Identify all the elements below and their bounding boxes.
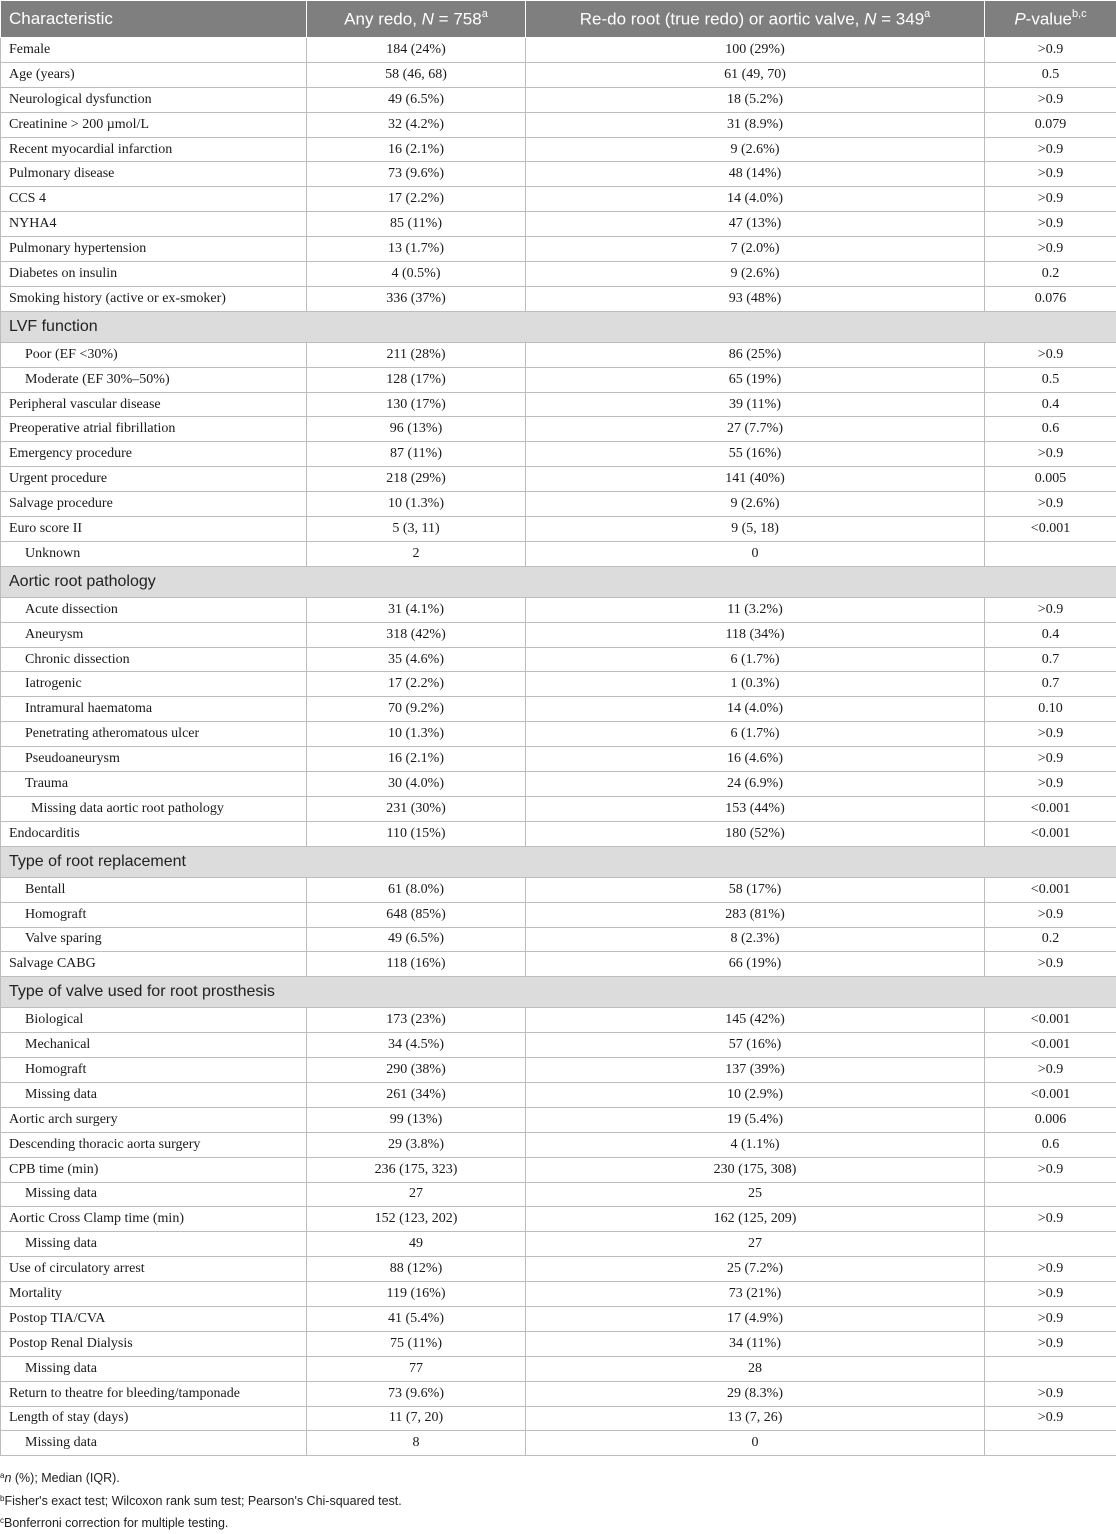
row-label: Missing data bbox=[1, 1431, 307, 1456]
table-row bbox=[1, 927, 1116, 952]
cell-pvalue: >0.9 bbox=[985, 1058, 1116, 1083]
cell-any-redo: 29 (3.8%) bbox=[307, 1132, 526, 1157]
header-pvalue bbox=[985, 1, 1116, 38]
cell-redo-root: 283 (81%) bbox=[526, 902, 985, 927]
cell-redo-root: 180 (52%) bbox=[526, 821, 985, 846]
row-label: Aortic Cross Clamp time (min) bbox=[1, 1207, 307, 1232]
cell-pvalue: 0.006 bbox=[985, 1107, 1116, 1132]
table-row bbox=[1, 1257, 1116, 1282]
cell-redo-root: 9 (2.6%) bbox=[526, 492, 985, 517]
table-row bbox=[1, 1033, 1116, 1058]
cell-pvalue: <0.001 bbox=[985, 796, 1116, 821]
cell-any-redo: 58 (46, 68) bbox=[307, 62, 526, 87]
row-label: Valve sparing bbox=[1, 927, 307, 952]
cell-any-redo: 70 (9.2%) bbox=[307, 697, 526, 722]
table-row bbox=[1, 38, 1116, 63]
cell-redo-root: 34 (11%) bbox=[526, 1331, 985, 1356]
row-label: Unknown bbox=[1, 541, 307, 566]
header-characteristic: Characteristic bbox=[1, 1, 307, 38]
cell-any-redo: 2 bbox=[307, 541, 526, 566]
table-row bbox=[1, 1107, 1116, 1132]
row-label: Trauma bbox=[1, 772, 307, 797]
cell-redo-root: 9 (2.6%) bbox=[526, 137, 985, 162]
table-row bbox=[1, 747, 1116, 772]
cell-pvalue bbox=[985, 541, 1116, 566]
cell-pvalue: >0.9 bbox=[985, 597, 1116, 622]
table-row bbox=[1, 647, 1116, 672]
table-row bbox=[1, 137, 1116, 162]
header-any-redo-n: N bbox=[422, 9, 434, 28]
table-header-row bbox=[1, 1, 1116, 38]
table-row bbox=[1, 1008, 1116, 1033]
row-label: Pulmonary hypertension bbox=[1, 237, 307, 262]
header-pvalue-p: P bbox=[1014, 9, 1025, 28]
cell-redo-root: 10 (2.9%) bbox=[526, 1082, 985, 1107]
table-row bbox=[1, 442, 1116, 467]
cell-any-redo: 218 (29%) bbox=[307, 467, 526, 492]
row-label: Preoperative atrial fibrillation bbox=[1, 417, 307, 442]
cell-redo-root: 100 (29%) bbox=[526, 38, 985, 63]
row-label: Penetrating atheromatous ulcer bbox=[1, 722, 307, 747]
cell-redo-root: 0 bbox=[526, 1431, 985, 1456]
cell-pvalue: 0.6 bbox=[985, 1132, 1116, 1157]
cell-pvalue: 0.076 bbox=[985, 286, 1116, 311]
cell-redo-root: 137 (39%) bbox=[526, 1058, 985, 1083]
cell-pvalue: >0.9 bbox=[985, 1207, 1116, 1232]
cell-redo-root: 14 (4.0%) bbox=[526, 187, 985, 212]
cell-redo-root: 4 (1.1%) bbox=[526, 1132, 985, 1157]
table-row bbox=[1, 1381, 1116, 1406]
section-row bbox=[1, 566, 1116, 597]
table-row bbox=[1, 262, 1116, 287]
cell-redo-root: 29 (8.3%) bbox=[526, 1381, 985, 1406]
header-any-redo-count: = 758 bbox=[434, 9, 482, 28]
cell-redo-root: 9 (2.6%) bbox=[526, 262, 985, 287]
header-redo-root-count: = 349 bbox=[876, 9, 924, 28]
cell-pvalue bbox=[985, 1232, 1116, 1257]
footnote-text: Bonferroni correction for multiple testing. bbox=[4, 1516, 228, 1530]
cell-pvalue: 0.5 bbox=[985, 62, 1116, 87]
row-label: Mechanical bbox=[1, 1033, 307, 1058]
cell-any-redo: 336 (37%) bbox=[307, 286, 526, 311]
row-label: Salvage procedure bbox=[1, 492, 307, 517]
cell-pvalue bbox=[985, 1431, 1116, 1456]
table-row bbox=[1, 112, 1116, 137]
cell-any-redo: 10 (1.3%) bbox=[307, 492, 526, 517]
cell-redo-root: 153 (44%) bbox=[526, 796, 985, 821]
cell-pvalue bbox=[985, 1356, 1116, 1381]
cell-any-redo: 77 bbox=[307, 1356, 526, 1381]
cell-pvalue: <0.001 bbox=[985, 877, 1116, 902]
row-label: Mortality bbox=[1, 1282, 307, 1307]
cell-pvalue: 0.4 bbox=[985, 622, 1116, 647]
row-label: Length of stay (days) bbox=[1, 1406, 307, 1431]
cell-redo-root: 24 (6.9%) bbox=[526, 772, 985, 797]
cell-pvalue: >0.9 bbox=[985, 1157, 1116, 1182]
cell-any-redo: 87 (11%) bbox=[307, 442, 526, 467]
table-row bbox=[1, 877, 1116, 902]
table-row bbox=[1, 1431, 1116, 1456]
footnote-text: Fisher's exact test; Wilcoxon rank sum test; Pearson's Chi-squared test. bbox=[4, 1494, 401, 1508]
footnote-marker: c bbox=[0, 1516, 4, 1525]
cell-redo-root: 65 (19%) bbox=[526, 367, 985, 392]
row-label: Aneurysm bbox=[1, 622, 307, 647]
cell-redo-root: 141 (40%) bbox=[526, 467, 985, 492]
cell-pvalue: 0.6 bbox=[985, 417, 1116, 442]
cell-redo-root: 55 (16%) bbox=[526, 442, 985, 467]
cell-pvalue: <0.001 bbox=[985, 821, 1116, 846]
row-label: Female bbox=[1, 38, 307, 63]
cell-any-redo: 85 (11%) bbox=[307, 212, 526, 237]
cell-any-redo: 96 (13%) bbox=[307, 417, 526, 442]
row-label: Missing data bbox=[1, 1356, 307, 1381]
row-label: CPB time (min) bbox=[1, 1157, 307, 1182]
header-redo-root-sup: a bbox=[924, 8, 930, 20]
cell-pvalue: 0.4 bbox=[985, 392, 1116, 417]
footnote-b bbox=[0, 1489, 402, 1512]
table-row bbox=[1, 722, 1116, 747]
cell-any-redo: 128 (17%) bbox=[307, 367, 526, 392]
table-row bbox=[1, 392, 1116, 417]
cell-redo-root: 39 (11%) bbox=[526, 392, 985, 417]
header-any-redo-sup: a bbox=[482, 8, 488, 20]
cell-pvalue bbox=[985, 1182, 1116, 1207]
row-label: NYHA4 bbox=[1, 212, 307, 237]
table-row bbox=[1, 492, 1116, 517]
cell-any-redo: 184 (24%) bbox=[307, 38, 526, 63]
row-label: Endocarditis bbox=[1, 821, 307, 846]
table-row bbox=[1, 286, 1116, 311]
row-label: Missing data bbox=[1, 1182, 307, 1207]
cell-pvalue: >0.9 bbox=[985, 187, 1116, 212]
table-row bbox=[1, 62, 1116, 87]
table-row bbox=[1, 1406, 1116, 1431]
footnote-c bbox=[0, 1511, 402, 1534]
cell-pvalue: >0.9 bbox=[985, 1331, 1116, 1356]
table-row bbox=[1, 1157, 1116, 1182]
row-label: Emergency procedure bbox=[1, 442, 307, 467]
header-redo-root-label: Re-do root (true redo) or aortic valve, bbox=[580, 9, 864, 28]
cell-pvalue: >0.9 bbox=[985, 162, 1116, 187]
table-row bbox=[1, 772, 1116, 797]
cell-any-redo: 152 (123, 202) bbox=[307, 1207, 526, 1232]
cell-redo-root: 25 bbox=[526, 1182, 985, 1207]
cell-any-redo: 231 (30%) bbox=[307, 796, 526, 821]
cell-redo-root: 31 (8.9%) bbox=[526, 112, 985, 137]
cell-redo-root: 27 bbox=[526, 1232, 985, 1257]
row-label: Missing data bbox=[1, 1232, 307, 1257]
row-label: Moderate (EF 30%–50%) bbox=[1, 367, 307, 392]
table-row bbox=[1, 1306, 1116, 1331]
section-row bbox=[1, 977, 1116, 1008]
cell-any-redo: 41 (5.4%) bbox=[307, 1306, 526, 1331]
row-label: Peripheral vascular disease bbox=[1, 392, 307, 417]
cell-pvalue: 0.5 bbox=[985, 367, 1116, 392]
cell-pvalue: 0.7 bbox=[985, 672, 1116, 697]
cell-redo-root: 162 (125, 209) bbox=[526, 1207, 985, 1232]
section-label: LVF function bbox=[1, 311, 1116, 342]
header-any-redo bbox=[307, 1, 526, 38]
cell-pvalue: >0.9 bbox=[985, 902, 1116, 927]
table-row bbox=[1, 367, 1116, 392]
cell-any-redo: 118 (16%) bbox=[307, 952, 526, 977]
cell-any-redo: 49 (6.5%) bbox=[307, 87, 526, 112]
table-row bbox=[1, 1182, 1116, 1207]
cell-redo-root: 86 (25%) bbox=[526, 342, 985, 367]
table-row bbox=[1, 597, 1116, 622]
row-label: Chronic dissection bbox=[1, 647, 307, 672]
cell-redo-root: 16 (4.6%) bbox=[526, 747, 985, 772]
row-label: Creatinine > 200 µmol/L bbox=[1, 112, 307, 137]
cell-redo-root: 14 (4.0%) bbox=[526, 697, 985, 722]
cell-redo-root: 118 (34%) bbox=[526, 622, 985, 647]
header-redo-root-n: N bbox=[864, 9, 876, 28]
cell-pvalue: >0.9 bbox=[985, 1306, 1116, 1331]
table-row bbox=[1, 162, 1116, 187]
cell-redo-root: 6 (1.7%) bbox=[526, 647, 985, 672]
row-label: Pseudoaneurysm bbox=[1, 747, 307, 772]
cell-redo-root: 57 (16%) bbox=[526, 1033, 985, 1058]
footnote-text: (%); Median (IQR). bbox=[11, 1471, 119, 1485]
table-row bbox=[1, 821, 1116, 846]
cell-redo-root: 73 (21%) bbox=[526, 1282, 985, 1307]
table-body bbox=[1, 38, 1116, 1456]
cell-any-redo: 110 (15%) bbox=[307, 821, 526, 846]
table-row bbox=[1, 1058, 1116, 1083]
cell-redo-root: 93 (48%) bbox=[526, 286, 985, 311]
cell-any-redo: 261 (34%) bbox=[307, 1082, 526, 1107]
cell-pvalue: <0.001 bbox=[985, 1033, 1116, 1058]
cell-redo-root: 66 (19%) bbox=[526, 952, 985, 977]
row-label: Biological bbox=[1, 1008, 307, 1033]
cell-redo-root: 0 bbox=[526, 541, 985, 566]
cell-pvalue: >0.9 bbox=[985, 442, 1116, 467]
cell-any-redo: 75 (11%) bbox=[307, 1331, 526, 1356]
table-row bbox=[1, 517, 1116, 542]
row-label: Smoking history (active or ex-smoker) bbox=[1, 286, 307, 311]
cell-redo-root: 1 (0.3%) bbox=[526, 672, 985, 697]
cell-pvalue: >0.9 bbox=[985, 952, 1116, 977]
cell-pvalue: 0.2 bbox=[985, 262, 1116, 287]
cell-redo-root: 11 (3.2%) bbox=[526, 597, 985, 622]
row-label: Missing data bbox=[1, 1082, 307, 1107]
cell-pvalue: >0.9 bbox=[985, 87, 1116, 112]
cell-any-redo: 173 (23%) bbox=[307, 1008, 526, 1033]
footnote-marker: a bbox=[0, 1471, 4, 1480]
cell-any-redo: 88 (12%) bbox=[307, 1257, 526, 1282]
row-label: Recent myocardial infarction bbox=[1, 137, 307, 162]
cell-redo-root: 8 (2.3%) bbox=[526, 927, 985, 952]
cell-redo-root: 19 (5.4%) bbox=[526, 1107, 985, 1132]
cell-any-redo: 4 (0.5%) bbox=[307, 262, 526, 287]
cell-pvalue: >0.9 bbox=[985, 237, 1116, 262]
cell-pvalue: >0.9 bbox=[985, 1381, 1116, 1406]
table-row bbox=[1, 541, 1116, 566]
row-label: Euro score II bbox=[1, 517, 307, 542]
footnote-italic: n bbox=[4, 1471, 11, 1485]
row-label: Bentall bbox=[1, 877, 307, 902]
cell-any-redo: 318 (42%) bbox=[307, 622, 526, 647]
table-row bbox=[1, 622, 1116, 647]
cell-pvalue: 0.10 bbox=[985, 697, 1116, 722]
cell-redo-root: 47 (13%) bbox=[526, 212, 985, 237]
cell-pvalue: <0.001 bbox=[985, 517, 1116, 542]
row-label: CCS 4 bbox=[1, 187, 307, 212]
table-row bbox=[1, 796, 1116, 821]
row-label: Homograft bbox=[1, 902, 307, 927]
cell-any-redo: 73 (9.6%) bbox=[307, 1381, 526, 1406]
row-label: Homograft bbox=[1, 1058, 307, 1083]
cell-redo-root: 27 (7.7%) bbox=[526, 417, 985, 442]
table-row bbox=[1, 902, 1116, 927]
cell-pvalue: >0.9 bbox=[985, 1406, 1116, 1431]
row-label: Iatrogenic bbox=[1, 672, 307, 697]
section-label: Type of root replacement bbox=[1, 846, 1116, 877]
row-label: Urgent procedure bbox=[1, 467, 307, 492]
table-row bbox=[1, 467, 1116, 492]
cell-any-redo: 648 (85%) bbox=[307, 902, 526, 927]
cell-pvalue: 0.005 bbox=[985, 467, 1116, 492]
table-row bbox=[1, 212, 1116, 237]
table-row bbox=[1, 1232, 1116, 1257]
row-label: Missing data aortic root pathology bbox=[1, 796, 307, 821]
cell-redo-root: 48 (14%) bbox=[526, 162, 985, 187]
cell-redo-root: 9 (5, 18) bbox=[526, 517, 985, 542]
footnotes bbox=[0, 1466, 402, 1534]
table-row bbox=[1, 1132, 1116, 1157]
row-label: Salvage CABG bbox=[1, 952, 307, 977]
row-label: Intramural haematoma bbox=[1, 697, 307, 722]
row-label: Descending thoracic aorta surgery bbox=[1, 1132, 307, 1157]
row-label: Poor (EF <30%) bbox=[1, 342, 307, 367]
table-row bbox=[1, 87, 1116, 112]
row-label: Pulmonary disease bbox=[1, 162, 307, 187]
cell-any-redo: 211 (28%) bbox=[307, 342, 526, 367]
footnote-a bbox=[0, 1466, 402, 1489]
cell-pvalue: >0.9 bbox=[985, 1282, 1116, 1307]
row-label: Return to theatre for bleeding/tamponade bbox=[1, 1381, 307, 1406]
table-row bbox=[1, 417, 1116, 442]
cell-redo-root: 18 (5.2%) bbox=[526, 87, 985, 112]
cell-redo-root: 61 (49, 70) bbox=[526, 62, 985, 87]
row-label: Diabetes on insulin bbox=[1, 262, 307, 287]
cell-redo-root: 28 bbox=[526, 1356, 985, 1381]
cell-any-redo: 16 (2.1%) bbox=[307, 137, 526, 162]
cell-redo-root: 25 (7.2%) bbox=[526, 1257, 985, 1282]
table-row bbox=[1, 1082, 1116, 1107]
cell-pvalue: >0.9 bbox=[985, 722, 1116, 747]
cell-any-redo: 34 (4.5%) bbox=[307, 1033, 526, 1058]
cell-pvalue: >0.9 bbox=[985, 747, 1116, 772]
table-row bbox=[1, 1282, 1116, 1307]
header-redo-root bbox=[526, 1, 985, 38]
row-label: Aortic arch surgery bbox=[1, 1107, 307, 1132]
cell-redo-root: 230 (175, 308) bbox=[526, 1157, 985, 1182]
table-row bbox=[1, 672, 1116, 697]
cell-pvalue: >0.9 bbox=[985, 212, 1116, 237]
cell-pvalue: >0.9 bbox=[985, 38, 1116, 63]
cell-any-redo: 119 (16%) bbox=[307, 1282, 526, 1307]
row-label: Neurological dysfunction bbox=[1, 87, 307, 112]
cell-redo-root: 7 (2.0%) bbox=[526, 237, 985, 262]
cell-redo-root: 17 (4.9%) bbox=[526, 1306, 985, 1331]
cell-any-redo: 35 (4.6%) bbox=[307, 647, 526, 672]
cell-redo-root: 13 (7, 26) bbox=[526, 1406, 985, 1431]
header-any-redo-label: Any redo, bbox=[344, 9, 422, 28]
cell-any-redo: 10 (1.3%) bbox=[307, 722, 526, 747]
cell-any-redo: 290 (38%) bbox=[307, 1058, 526, 1083]
cell-pvalue: <0.001 bbox=[985, 1082, 1116, 1107]
row-label: Use of circulatory arrest bbox=[1, 1257, 307, 1282]
section-label: Type of valve used for root prosthesis bbox=[1, 977, 1116, 1008]
cell-any-redo: 27 bbox=[307, 1182, 526, 1207]
cell-any-redo: 16 (2.1%) bbox=[307, 747, 526, 772]
cell-redo-root: 58 (17%) bbox=[526, 877, 985, 902]
cell-any-redo: 236 (175, 323) bbox=[307, 1157, 526, 1182]
cell-any-redo: 31 (4.1%) bbox=[307, 597, 526, 622]
row-label: Acute dissection bbox=[1, 597, 307, 622]
section-row bbox=[1, 846, 1116, 877]
cell-any-redo: 8 bbox=[307, 1431, 526, 1456]
cell-any-redo: 73 (9.6%) bbox=[307, 162, 526, 187]
section-label: Aortic root pathology bbox=[1, 566, 1116, 597]
row-label: Age (years) bbox=[1, 62, 307, 87]
cell-pvalue: >0.9 bbox=[985, 1257, 1116, 1282]
cell-any-redo: 30 (4.0%) bbox=[307, 772, 526, 797]
cell-any-redo: 11 (7, 20) bbox=[307, 1406, 526, 1431]
cell-any-redo: 130 (17%) bbox=[307, 392, 526, 417]
cell-any-redo: 17 (2.2%) bbox=[307, 187, 526, 212]
table-row bbox=[1, 697, 1116, 722]
table-row bbox=[1, 187, 1116, 212]
section-row bbox=[1, 311, 1116, 342]
cell-any-redo: 17 (2.2%) bbox=[307, 672, 526, 697]
table-row bbox=[1, 1207, 1116, 1232]
cell-any-redo: 13 (1.7%) bbox=[307, 237, 526, 262]
cell-any-redo: 5 (3, 11) bbox=[307, 517, 526, 542]
cell-any-redo: 99 (13%) bbox=[307, 1107, 526, 1132]
cell-pvalue: >0.9 bbox=[985, 342, 1116, 367]
cell-any-redo: 49 bbox=[307, 1232, 526, 1257]
header-pvalue-label: -value bbox=[1026, 9, 1072, 28]
cell-pvalue: 0.7 bbox=[985, 647, 1116, 672]
cell-pvalue: >0.9 bbox=[985, 137, 1116, 162]
cell-any-redo: 49 (6.5%) bbox=[307, 927, 526, 952]
cell-pvalue: 0.2 bbox=[985, 927, 1116, 952]
cell-any-redo: 61 (8.0%) bbox=[307, 877, 526, 902]
cell-pvalue: <0.001 bbox=[985, 1008, 1116, 1033]
row-label: Postop TIA/CVA bbox=[1, 1306, 307, 1331]
table-row bbox=[1, 1356, 1116, 1381]
cell-redo-root: 6 (1.7%) bbox=[526, 722, 985, 747]
table-row bbox=[1, 952, 1116, 977]
header-pvalue-sup: b,c bbox=[1072, 8, 1087, 20]
table-row bbox=[1, 342, 1116, 367]
table-row bbox=[1, 1331, 1116, 1356]
cell-pvalue: >0.9 bbox=[985, 772, 1116, 797]
row-label: Postop Renal Dialysis bbox=[1, 1331, 307, 1356]
cell-redo-root: 145 (42%) bbox=[526, 1008, 985, 1033]
table-row bbox=[1, 237, 1116, 262]
cell-pvalue: 0.079 bbox=[985, 112, 1116, 137]
cell-pvalue: >0.9 bbox=[985, 492, 1116, 517]
footnote-marker: b bbox=[0, 1494, 4, 1503]
cell-any-redo: 32 (4.2%) bbox=[307, 112, 526, 137]
